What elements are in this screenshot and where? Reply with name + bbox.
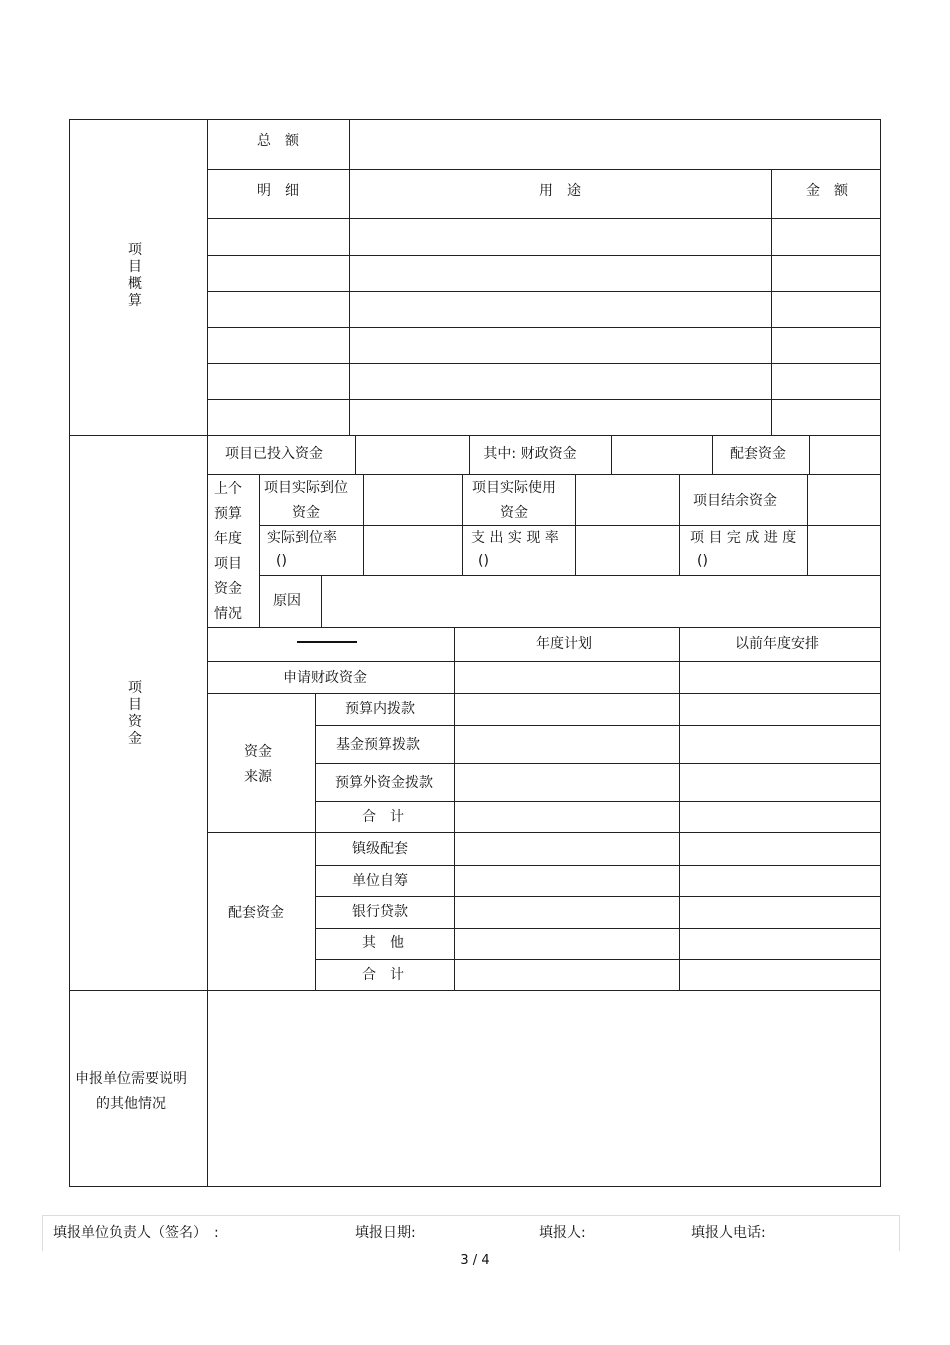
matching-row-label: 银行贷款 — [352, 904, 408, 920]
divider — [315, 865, 881, 866]
of-which-label: 其中: 财政资金 — [483, 446, 577, 462]
column-divider — [712, 435, 713, 474]
matching-row-label: 合 计 — [362, 967, 404, 983]
divider — [207, 474, 881, 475]
column-divider — [575, 474, 576, 575]
column-divider — [363, 474, 364, 575]
actual-used-label: 项目实际使用资金 — [472, 480, 556, 521]
column-divider — [809, 435, 810, 474]
divider — [315, 725, 881, 726]
divider — [207, 627, 881, 628]
fill-date-label: 填报日期: — [355, 1225, 416, 1241]
divider — [259, 575, 881, 576]
invested-label: 项目已投入资金 — [225, 446, 323, 462]
source-row-label: 预算外资金拨款 — [335, 775, 433, 791]
reason-label: 原因 — [273, 593, 301, 609]
column-divider — [611, 435, 612, 474]
blank-dash — [297, 641, 357, 643]
section-divider — [69, 990, 881, 991]
divider — [207, 832, 881, 833]
other-info-label: 申报单位需要说明的其他情况 — [75, 1071, 187, 1112]
usage-label: 用 途 — [539, 183, 581, 199]
section-divider — [69, 435, 881, 436]
divider — [207, 218, 881, 219]
column-divider — [679, 627, 680, 990]
column-divider — [679, 474, 680, 575]
progress-unit: () — [697, 553, 708, 569]
total-label: 总 额 — [257, 133, 299, 149]
divider — [207, 399, 881, 400]
column-divider — [321, 575, 322, 627]
divider — [207, 255, 881, 256]
matching-row-label: 其 他 — [362, 935, 404, 951]
source-row-label: 预算内拨款 — [345, 701, 415, 717]
divider — [315, 928, 881, 929]
column-divider — [454, 627, 455, 990]
source-group-label: 资金来源 — [244, 744, 272, 785]
arrival-rate-unit: () — [276, 553, 287, 569]
divider — [207, 661, 881, 662]
apply-funds-label: 申请财政资金 — [283, 670, 367, 686]
page-number: 3 / 4 — [460, 1253, 490, 1268]
budget-section-label: 项目概算 — [128, 242, 142, 309]
column-divider — [462, 474, 463, 575]
column-divider — [355, 435, 356, 474]
column-divider — [807, 474, 808, 575]
source-row-label: 基金预算拨款 — [336, 737, 420, 753]
divider — [259, 525, 881, 526]
prev-year-label: 上个预算年度项目资金情况 — [214, 481, 242, 622]
detail-label: 明 细 — [257, 183, 299, 199]
filler-phone-label: 填报人电话: — [691, 1225, 766, 1241]
column-divider — [771, 169, 772, 435]
divider — [207, 693, 881, 694]
matching-row-label: 镇级配套 — [352, 841, 408, 857]
leader-signature-label: 填报单位负责人（签名） : — [53, 1225, 219, 1241]
column-divider — [207, 119, 208, 1187]
balance-label: 项目结余资金 — [693, 493, 777, 509]
progress-label: 项 目 完 成 进 度 — [690, 530, 797, 546]
amount-label: 金 额 — [806, 183, 848, 199]
spend-rate-unit: () — [478, 553, 489, 569]
matching-funds-label: 配套资金 — [730, 446, 786, 462]
divider — [315, 801, 881, 802]
funds-section-label: 项目资金 — [128, 680, 142, 747]
actual-arrived-label: 项目实际到位资金 — [264, 480, 348, 521]
filler-label: 填报人: — [539, 1225, 586, 1241]
column-divider — [259, 474, 260, 627]
column-divider — [469, 435, 470, 474]
column-divider — [315, 693, 316, 990]
arrival-rate-label: 实际到位率 — [267, 530, 337, 546]
divider — [207, 327, 881, 328]
column-divider — [349, 119, 350, 435]
matching-group-label: 配套资金 — [228, 905, 284, 921]
divider — [207, 363, 881, 364]
source-row-label: 合 计 — [362, 809, 404, 825]
divider — [315, 763, 881, 764]
annual-plan-header: 年度计划 — [536, 636, 592, 652]
divider — [315, 959, 881, 960]
matching-row-label: 单位自筹 — [352, 873, 408, 889]
divider — [315, 896, 881, 897]
spend-rate-label: 支 出 实 现 率 — [471, 530, 559, 546]
divider — [207, 169, 881, 170]
divider — [207, 291, 881, 292]
previous-header: 以前年度安排 — [735, 636, 819, 652]
